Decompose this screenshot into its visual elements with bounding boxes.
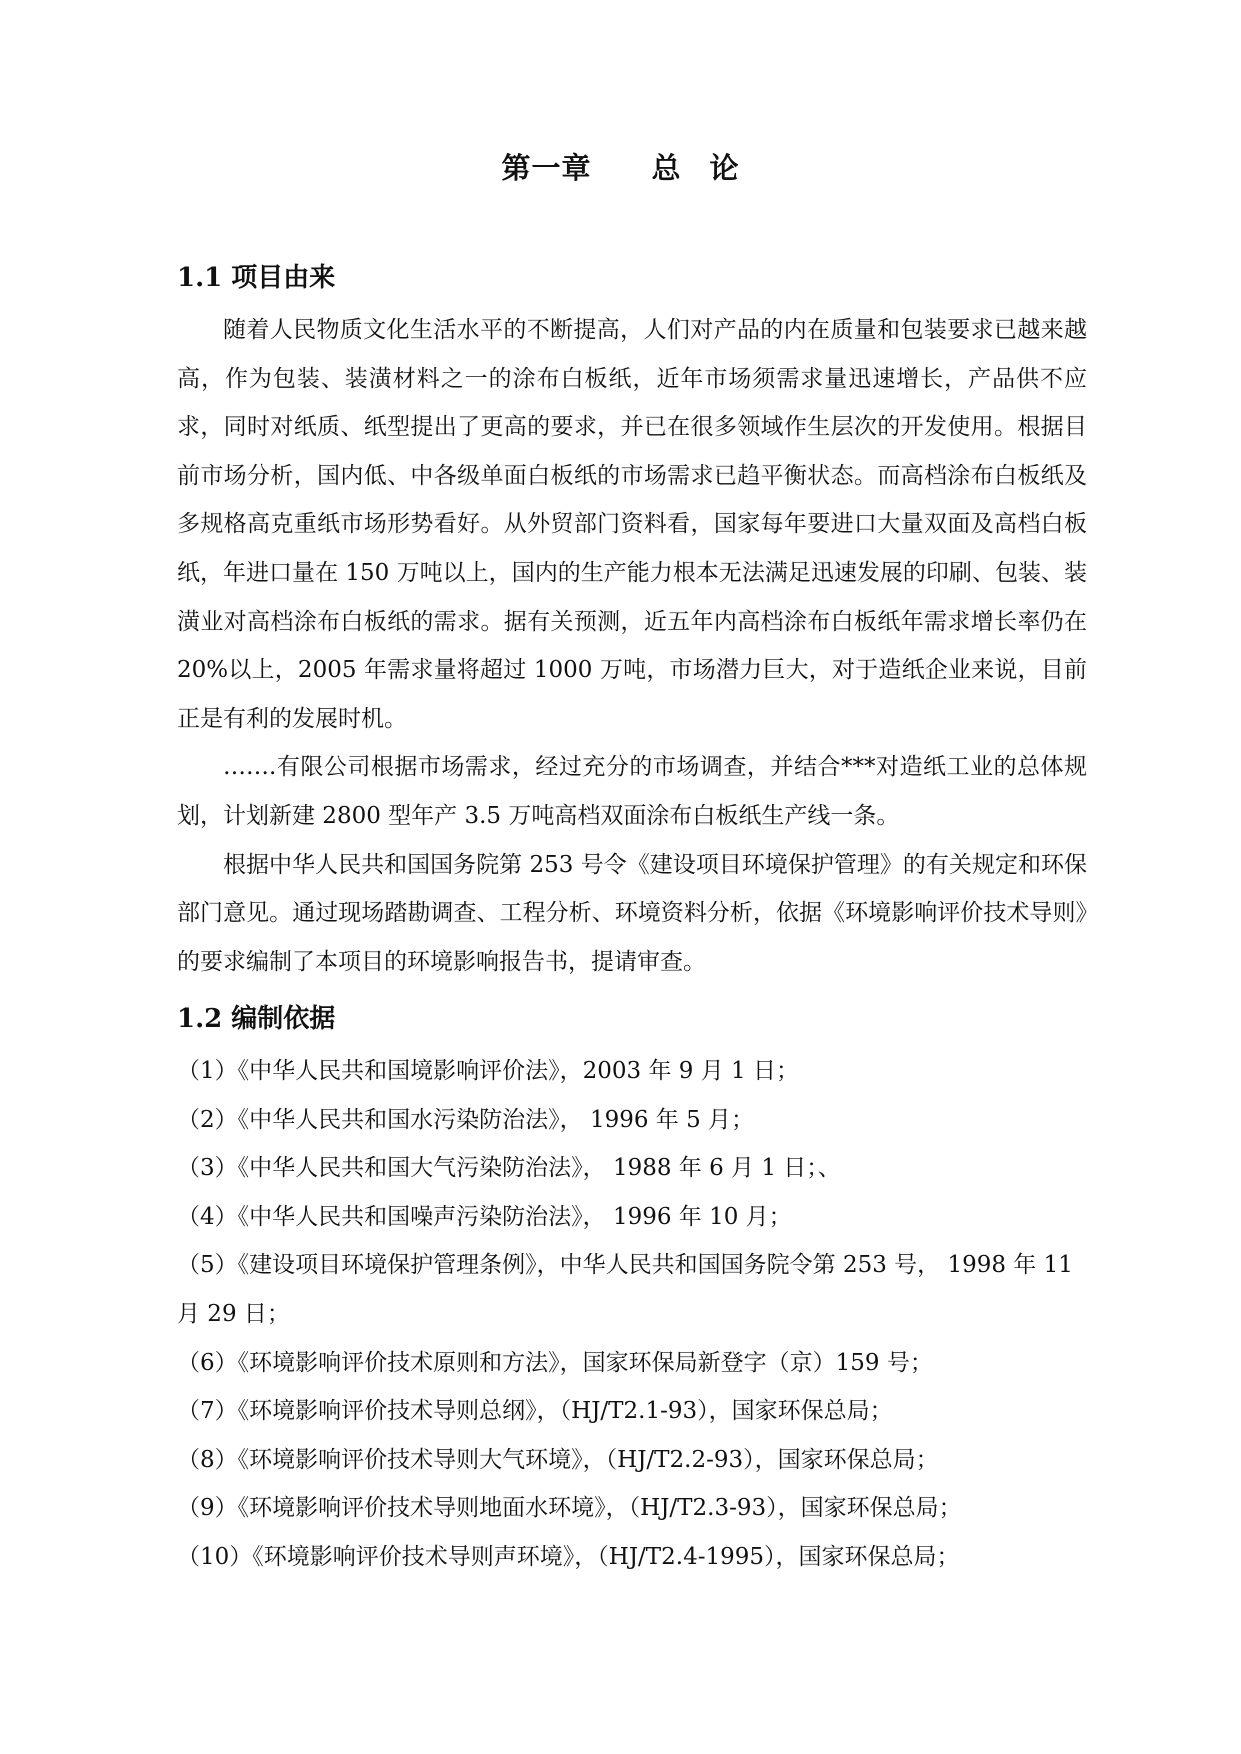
paragraph: 根据中华人民共和国国务院第 253 号令《建设项目环境保护管理》的有关规定和环保部门意见。通过现场踏勘调查、工程分析、环境资料分析，依据《环境影响评价技术导则》的要求编制了本项目的环境影响报告书，提请审查。	[177, 851, 1087, 975]
chapter-title	[0, 146, 1241, 187]
section-heading-1-2: 1.2 编制依据	[177, 1004, 336, 1034]
section-heading-1-1: 1.1 项目由来	[177, 263, 336, 293]
section-1-1-body	[177, 306, 1087, 986]
reference-item: （5）《建设项目环境保护管理条例》，中华人民共和国国务院令第 253 号， 1998 年 11 月 29 日；	[177, 1252, 1073, 1327]
reference-item: （10）《环境影响评价技术导则声环境》，（HJ/T2.4-1995），国家环保总局；	[177, 1543, 960, 1570]
reference-item: （2）《中华人民共和国水污染防治法》， 1996 年 5 月；	[177, 1106, 755, 1133]
reference-list	[177, 1047, 1087, 1582]
reference-item: （9）《环境影响评价技术导则地面水环境》，（HJ/T2.3-93），国家环保总局；	[177, 1495, 962, 1522]
chapter-label: 第一章	[501, 151, 592, 185]
paragraph: …….有限公司根据市场需求，经过充分的市场调查，并结合***对造纸工业的总体规划，计划新建 2800 型年产 3.5 万吨高档双面涂布白板纸生产线一条。	[177, 754, 1087, 829]
chapter-title-char-2: 论	[709, 151, 740, 185]
chapter-title-char-1: 总	[651, 151, 682, 185]
reference-item: （7）《环境影响评价技术导则总纲》，（HJ/T2.1-93），国家环保总局；	[177, 1398, 893, 1425]
reference-item: （4）《中华人民共和国噪声污染防治法》， 1996 年 10 月；	[177, 1203, 792, 1230]
paragraph: 随着人民物质文化生活水平的不断提高，人们对产品的内在质量和包装要求已越来越高，作为包装、装潢材料之一的涂布白板纸，近年市场须需求量迅速增长，产品供不应求，同时对纸质、纸型提出了更高的要求，并已在很多领域作生层次的开发使用。根据目前市场分析，国内低、中各级单面白板纸的市场需求已趋平衡状态。而高档涂布白板纸及多规格高克重纸市场形势看好。从外贸部门资料看，国家每年要进口大量双面及高档白板纸，年进口量在 150 万吨以上，国内的生产能力根本无法满足迅速发展的印刷、包装、装潢业对高档涂布白板纸的需求。据有关预测，近五年内高档涂布白板纸年需求增长率仍在 20%以上，2005 年需求量将超过 1000 万吨，市场潜力巨大，对于造纸企业来说，目前正是有利的发展时机。	[177, 317, 1087, 732]
reference-item: （1）《中华人民共和国境影响评价法》，2003 年 9 月 1 日；	[177, 1058, 799, 1084]
reference-item: （3）《中华人民共和国大气污染防治法》， 1988 年 6 月 1 日；、	[177, 1155, 841, 1182]
reference-item: （8）《环境影响评价技术导则大气环境》，（HJ/T2.2-93），国家环保总局；	[177, 1446, 939, 1473]
reference-item: （6）《环境影响评价技术原则和方法》，国家环保局新登字（京）159 号；	[177, 1349, 933, 1376]
